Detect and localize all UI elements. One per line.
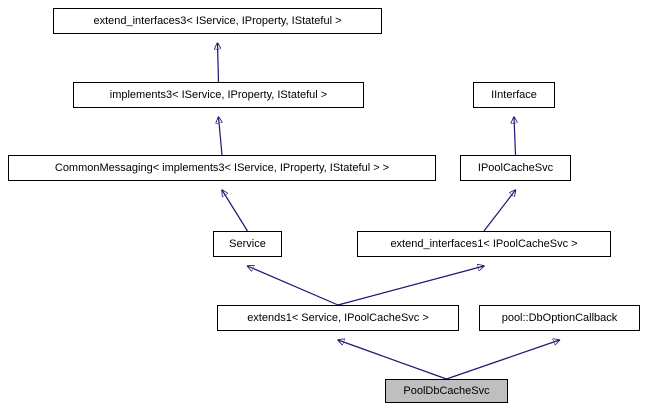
edge-extend_interfaces1-to-IPoolCacheSvc (484, 190, 516, 231)
edge-CommonMessaging-to-implements3 (219, 117, 223, 155)
edge-PoolDbCacheSvc-to-DbOptionCallback (447, 340, 560, 379)
class-node-IPoolCacheSvc[interactable]: IPoolCacheSvc (460, 155, 571, 181)
class-node-CommonMessaging[interactable]: CommonMessaging< implements3< IService, IProperty, IStateful > > (8, 155, 436, 181)
edge-PoolDbCacheSvc-to-extends1 (338, 340, 447, 379)
class-node-extend_interfaces1[interactable]: extend_interfaces1< IPoolCacheSvc > (357, 231, 611, 257)
edge-extends1-to-Service (248, 266, 339, 305)
class-node-implements3[interactable]: implements3< IService, IProperty, IStateful > (73, 82, 364, 108)
edge-IPoolCacheSvc-to-IInterface (514, 117, 516, 155)
edge-Service-to-CommonMessaging (222, 190, 248, 231)
class-node-PoolDbCacheSvc[interactable]: PoolDbCacheSvc (385, 379, 508, 403)
class-node-extends1[interactable]: extends1< Service, IPoolCacheSvc > (217, 305, 459, 331)
class-node-Service[interactable]: Service (213, 231, 282, 257)
class-node-extend_interfaces3[interactable]: extend_interfaces3< IService, IProperty, IStateful > (53, 8, 382, 34)
class-node-IInterface[interactable]: IInterface (473, 82, 555, 108)
edge-implements3-to-extend_interfaces3 (218, 43, 219, 82)
edge-extends1-to-extend_interfaces1 (338, 266, 484, 305)
class-node-DbOptionCallback[interactable]: pool::DbOptionCallback (479, 305, 640, 331)
